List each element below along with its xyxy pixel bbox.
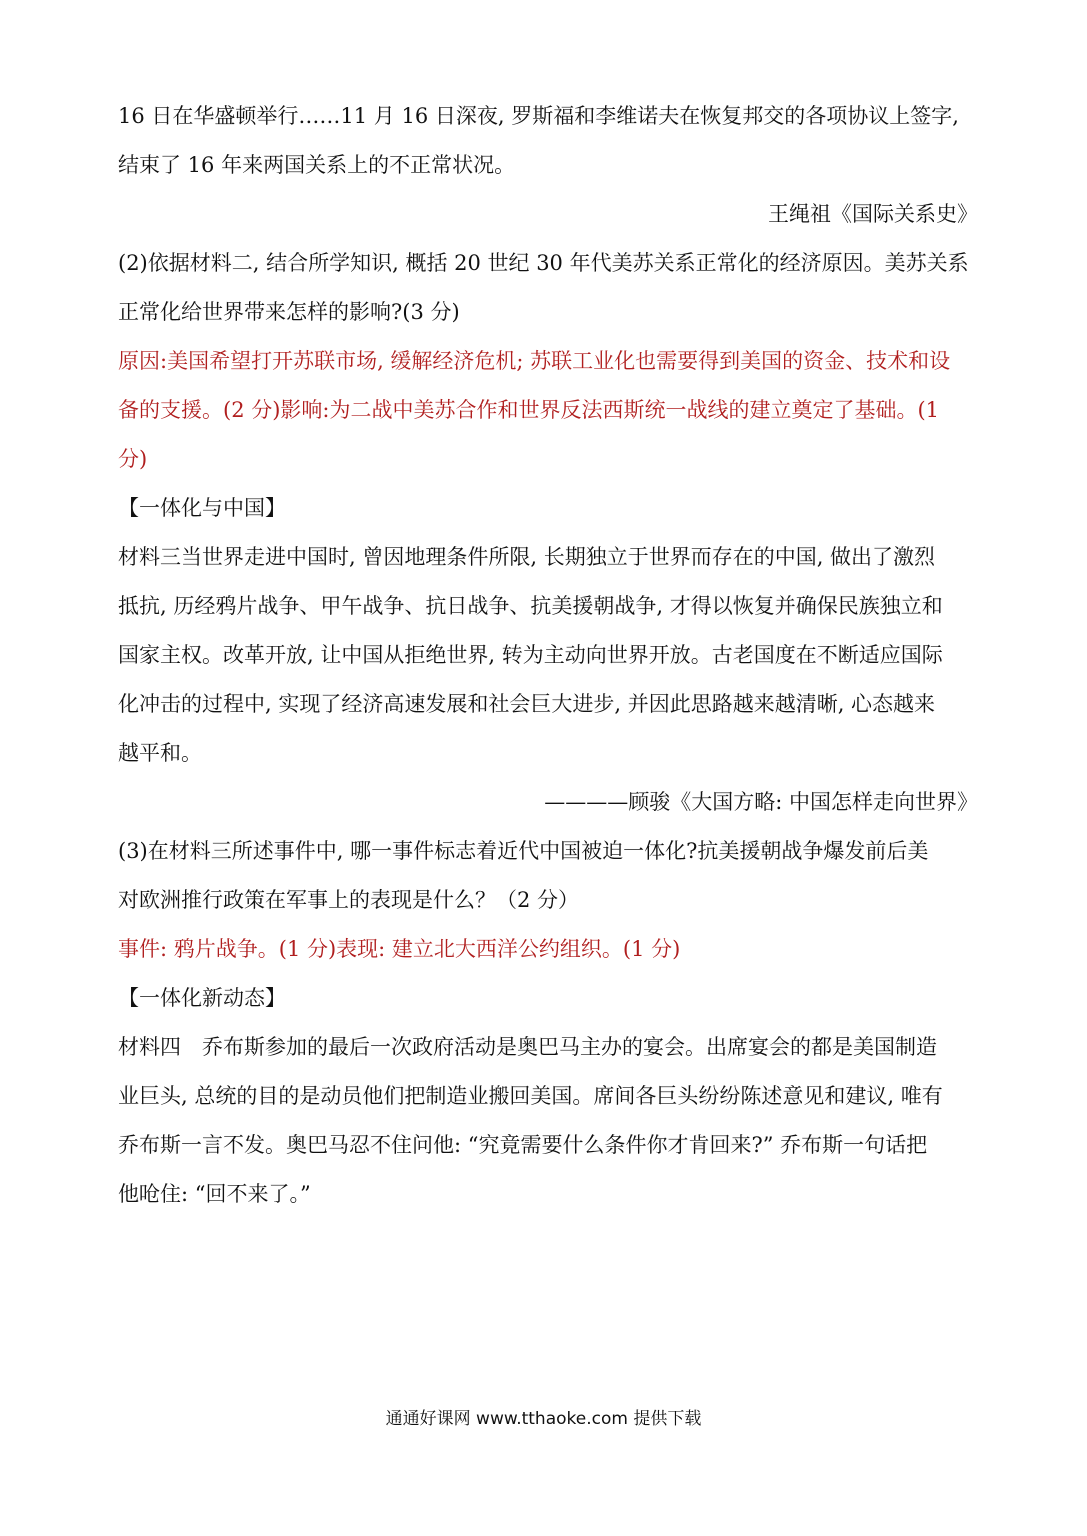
text-line: 分): [118, 447, 148, 471]
question-2: [118, 239, 978, 337]
section-heading-new-trends: 【一体化新动态】: [118, 986, 286, 1010]
material2-tail: [118, 92, 978, 190]
text-line: 化冲击的过程中, 实现了经济高速发展和社会巨大进步, 并因此思路越来越清晰, 心态越来: [118, 692, 936, 716]
text-line: 他呛住: “回不来了。”: [118, 1182, 311, 1206]
text-line: 正常化给世界带来怎样的影响?(3 分): [118, 300, 460, 324]
text-line: 国家主权。改革开放, 让中国从拒绝世界, 转为主动向世界开放。古老国度在不断适应国际: [118, 643, 943, 667]
answer-2: [118, 337, 978, 484]
text-line: 乔布斯一言不发。奥巴马忍不住问他: “究竟需要什么条件你才肯回来?” 乔布斯一句话把: [118, 1133, 928, 1157]
text-line: 业巨头, 总统的目的是动员他们把制造业搬回美国。席间各巨头纷纷陈述意见和建议, 唯有: [118, 1084, 943, 1108]
text-line: (3)在材料三所述事件中, 哪一事件标志着近代中国被迫一体化?抗美援朝战争爆发前后美: [118, 839, 929, 863]
text-line: 对欧洲推行政策在军事上的表现是什么？（2 分）: [118, 888, 580, 912]
section-heading-china: 【一体化与中国】: [118, 496, 286, 520]
answer-3: 事件: 鸦片战争。(1 分)表现: 建立北大西洋公约组织。(1 分): [118, 937, 681, 961]
material2-source: 王绳祖《国际关系史》: [768, 202, 978, 226]
material3-source: ————顾骏《大国方略: 中国怎样走向世界》: [544, 790, 978, 814]
text-line: (2)依据材料二, 结合所学知识, 概括 20 世纪 30 年代美苏关系正常化的经济原因。美苏关系: [118, 251, 969, 275]
text-line: 原因:美国希望打开苏联市场, 缓解经济危机; 苏联工业化也需要得到美国的资金、技术和设: [118, 349, 951, 373]
page-footer: 通通好课网 www.tthaoke.com 提供下载: [385, 1409, 702, 1429]
material-3: [118, 533, 978, 778]
material-4: [118, 1023, 978, 1219]
text-line: 材料四 乔布斯参加的最后一次政府活动是奥巴马主办的宴会。出席宴会的都是美国制造: [118, 1035, 937, 1059]
text-line: 16 日在华盛顿举行……11 月 16 日深夜, 罗斯福和李维诺夫在恢复邦交的各项协议上签字,: [118, 104, 959, 128]
text-line: 备的支援。(2 分)影响:为二战中美苏合作和世界反法西斯统一战线的建立奠定了基础。(1: [118, 398, 940, 422]
text-line: 越平和。: [118, 741, 202, 765]
text-line: 抵抗, 历经鸦片战争、甲午战争、抗日战争、抗美援朝战争, 才得以恢复并确保民族独立和: [118, 594, 943, 618]
document-body: [118, 92, 978, 1219]
text-line: 结束了 16 年来两国关系上的不正常状况。: [118, 153, 516, 177]
text-line: 材料三当世界走进中国时, 曾因地理条件所限, 长期独立于世界而存在的中国, 做出了激烈: [118, 545, 936, 569]
question-3: [118, 827, 978, 925]
